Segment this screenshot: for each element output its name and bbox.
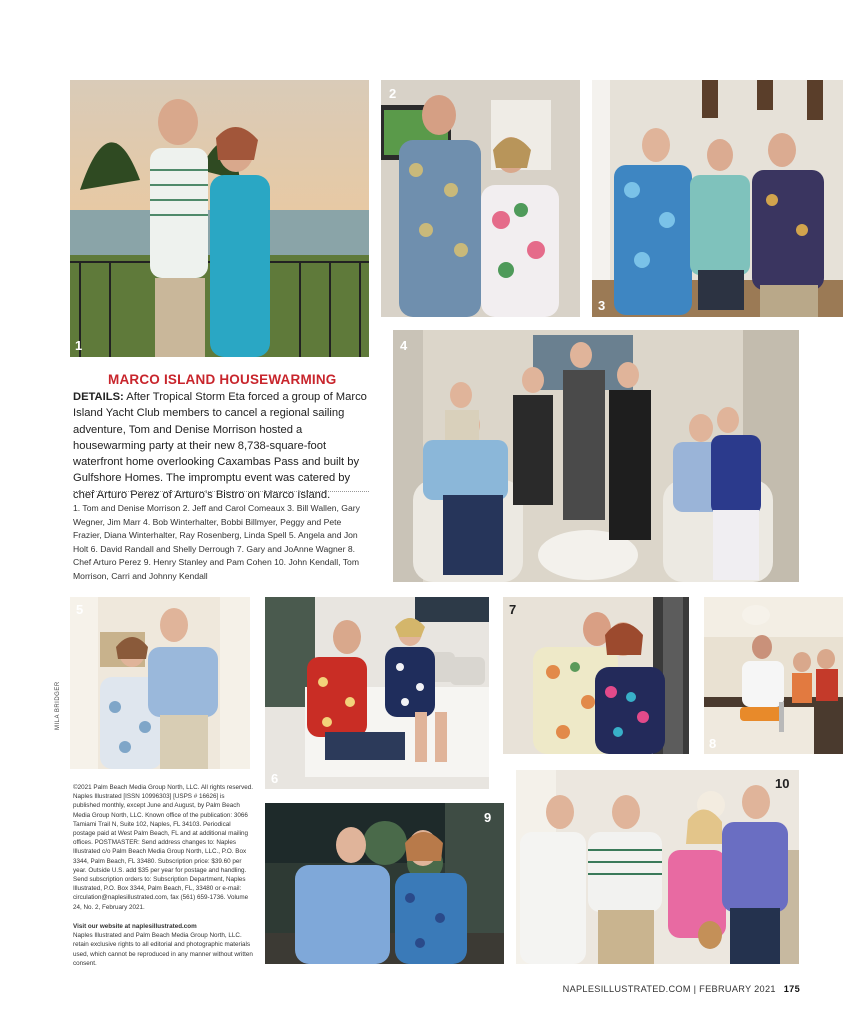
photo-2-jeff-carol-comeaux: [381, 80, 580, 317]
article-details: [73, 389, 369, 503]
legal-text: ©2021 Palm Beach Media Group North, LLC. All rights reserved. Naples Illustrated [ISSN 10996303] [USPS # 16626] is published monthly, except June and August, by Palm Beach Media Group North, LLC. Known office of the publication: 3066 Tamiami Trail N, Suite 102, Naples, FL 34103. Periodical postage paid at West Palm Beach, FL and at additional mailing offices. POSTMASTER: Send address changes to: Naples Illustrated c/o Palm Beach Media Group North, LLC., P.O. Box 3344, Palm Beach, FL 33480. Subscription price: $39.60 per year. Outside U.S. add $35 per year for postage and handling. Send subscription orders to: Subscription Department, Naples Illustrated, P.O. Box 3344, Palm Beach, FL, 33480 or e-mail: circulation@naplesillustrated.com, fax (561) 659-1736. Volume 24, No. 2, February 2021.: [73, 784, 253, 911]
divider: [73, 491, 369, 492]
photo-credit: MILA BRIDGER: [55, 681, 61, 730]
photo-5-angela-jon-holt: [70, 597, 250, 769]
photo-number: 10: [775, 776, 790, 791]
photo-number: 9: [484, 810, 492, 825]
details-text: After Tropical Storm Eta forced a group of Marco Island Yacht Club members to cancel a regional sailing adventure, Tom and Denise Morrison hosted a housewarming party at their new 8,738-square-foot waterfront home overlooking Caxambas Pass and built by Gulfshore Homes. The impromptu event was catered by chef Arturo Perez of Arturo’s Bistro on Marco Island.: [73, 391, 367, 501]
page-number: 175: [783, 984, 800, 994]
photo-7-gary-joanne-wagner: [503, 597, 689, 754]
photo-3-wallen-wegner-marr: [592, 80, 843, 317]
page-footer: [563, 984, 800, 994]
photo-1-tom-denise-morrison: [70, 80, 369, 357]
legal-rights: [73, 922, 253, 968]
photo-number: 8: [709, 736, 717, 751]
photo-number: 4: [400, 338, 408, 353]
photo-captions: 1. Tom and Denise Morrison 2. Jeff and Carol Comeaux 3. Bill Wallen, Gary Wegner, Jim Marr 4. Bob Winterhalter, Bobbi Billmyer, Peggy and Pete Frazier, Diana Winterhalter, Ray Rosenberg, Linda Spell 5. Angela and Jon Holt 6. David Randall and Shelly Derrough 7. Gary and JoAnne Wagner 8. Chef Arturo Perez 9. Henry Stanley and Pam Cohen 10. John Kendall, Tom Morrison, Carri and Johnny Kendall: [73, 503, 360, 581]
photo-number: 5: [76, 602, 84, 617]
article-title: MARCO ISLAND HOUSEWARMING: [108, 372, 337, 387]
footer-site: NAPLESILLUSTRATED.COM | FEBRUARY 2021: [562, 984, 776, 994]
rights-text: Naples Illustrated and Palm Beach Media Group North, LLC. retain exclusive rights to all editorial and photographic materials used, which cannot be reproduced in any manner without written consent.: [73, 932, 253, 967]
photo-number: 1: [75, 338, 83, 353]
photo-number: 6: [271, 771, 279, 786]
photo-10-kendall-morrison: [516, 770, 799, 964]
photo-8-chef-arturo-perez: [704, 597, 843, 754]
photo-4-group-living-room: [393, 330, 799, 582]
website-label[interactable]: Visit our website at naplesillustrated.com: [73, 923, 197, 930]
photo-number: 7: [509, 602, 517, 617]
photo-number: 2: [389, 86, 397, 101]
photo-number: 3: [598, 298, 606, 313]
photo-6-randall-derrough: [265, 597, 489, 789]
photo-9-stanley-cohen: [265, 803, 504, 964]
details-label: DETAILS:: [73, 391, 124, 403]
